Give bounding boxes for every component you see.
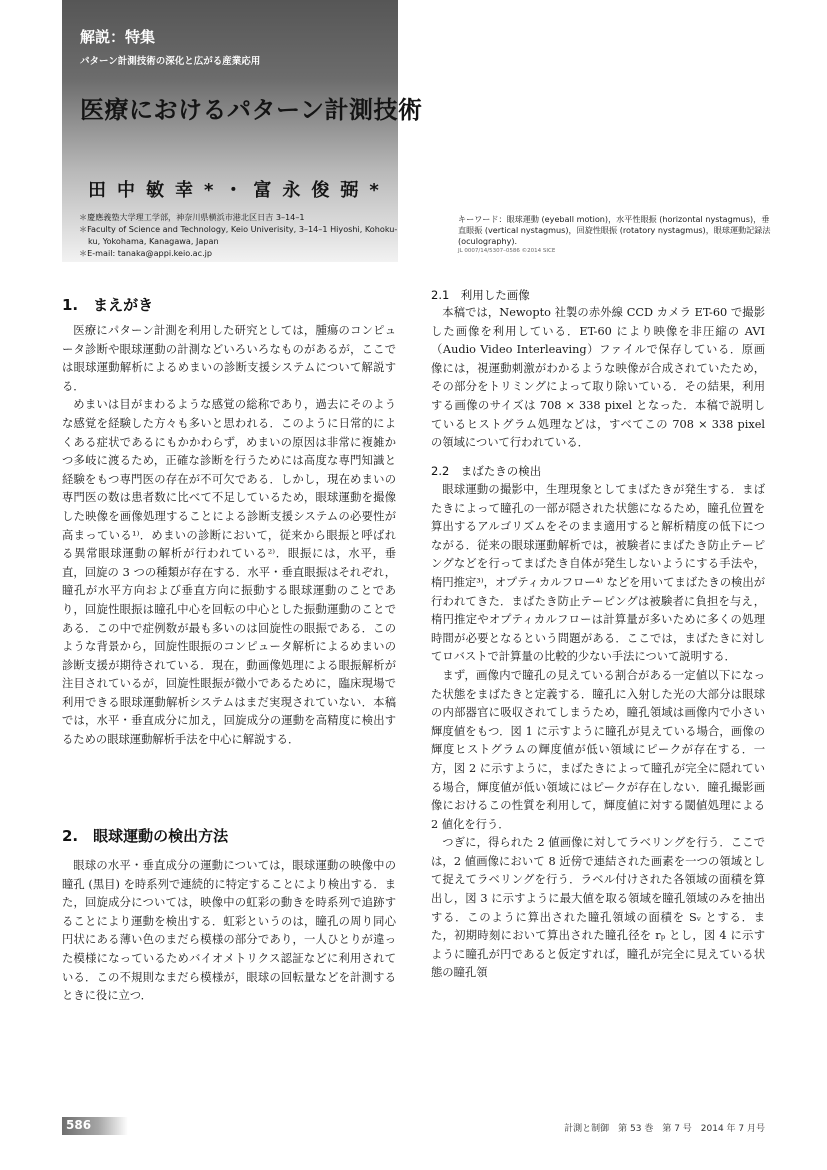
author-email: ＊E-mail: tanaka@appi.keio.ac.jp	[79, 248, 213, 258]
affiliation-jp: ＊慶應義塾大学理工学部，神奈川県横浜市港北区日吉 3–14–1	[79, 212, 305, 222]
journal-id: JL 0007/14/5307–0586 ©2014 SICE	[458, 248, 556, 254]
section-2-body	[62, 857, 396, 1006]
journal-footer: 計測と制御 第 53 巻 第 7 号 2014 年 7 月号	[564, 1124, 765, 1134]
section-2-1-body	[431, 304, 765, 453]
paragraph: 眼球の水平・垂直成分の運動については，眼球運動の映像中の瞳孔 (黒目) を時系列で連続的に特定することにより検出する．また，回旋成分については，映像中の虹彩の動きを時系列で追跡することにより運動を検出する．虹彩というのは，瞳孔の周り同心円状にある薄い色のまだら模様の部分であり，一人ひとりが違った模様になっているためバイオメトリクス認証などに利用されている．この不規則なまだら模様が，眼球の回転量などを計測するときに役に立つ．	[62, 859, 396, 1003]
page-number: 586	[66, 1118, 92, 1132]
paragraph: めまいは目がまわるような感覚の総称であり，過去にそのような感覚を経験した方々も多いと思われる．このように日常的によくある症状であるにもかかわらず，めまいの原因は非常に複雑かつ多岐に渡るため，正確な診断を行うためには高度な専門知識と経験をもつ専門医の存在が不可欠である．しかし，現在めまいの専門医の数は患者数に比べて不足しているため，眼球運動を撮像した映像を画像処理することによる診断支援システムの必要性が高まっている¹⁾．めまいの診断において，従来から眼振と呼ばれる異常眼球運動の解析が行われている²⁾．眼振には，水平，垂直，回旋の 3 つの種類が存在する．水平・垂直眼振はそれぞれ，瞳孔が水平方向および垂直方向に振動する眼球運動のことであり，回旋性眼振は瞳孔中心を回転の中心とした振動運動のことである．この中で症例数が最も多いのは回旋性の眼振である．このような背景から，回旋性眼振のコンピュータ解析によるめまいの診断支援が期待されている．現在，動画像処理による眼振解析が注目されているが，回旋性眼振が微小であるために，臨床現場で利用できる眼球運動解析システムはまだ実現されていない．本稿では，水平・垂直成分に加え，回旋成分の運動を高精度に検出するための眼球運動解析手法を中心に解説する．	[62, 398, 396, 747]
paragraph: つぎに，得られた 2 値画像に対してラベリングを行う．ここでは，2 値画像において 8 近傍で連結された画素を一つの領域として捉えてラベリングを行う．ラベル付けされた各領域の面積を算出し，図 3 に示すように最大値を取る領域を瞳孔領域のみを抽出する．このように算出された瞳孔領域の面積を Sᵥ とする．また，初期時刻において算出された瞳孔径を rₚ とし，図 4 に示すように瞳孔が円であると仮定すれば，瞳孔が完全に見えている状態の瞳孔領	[431, 836, 765, 980]
section-label: 解説：特集	[80, 28, 156, 46]
section-2-2-body	[431, 481, 765, 983]
section-1-heading: 1. まえがき	[62, 296, 154, 314]
paragraph: 医療にパターン計測を利用した研究としては，腫瘍のコンピュータ診断や眼球運動の計測などいろいろなものがあるが，ここでは眼球運動解析によるめまいの診断支援システムについて解説する．	[62, 324, 396, 393]
affiliations	[79, 211, 399, 259]
keywords: キーワード：眼球運動 (eyeball motion)，水平性眼振 (horizontal nystagmus)，垂直眼振 (vertical nystagmus)，回旋性眼振 (rotatory nystagmus)，眼球運動記録法 (oculography).	[458, 214, 771, 246]
paragraph: 本稿では，Newopto 社製の赤外線 CCD カメラ ET-60 で撮影した画像を利用している．ET-60 により映像を非圧縮の AVI（Audio Video Interleaving）ファイルで保存している．原画像には，視運動刺激がわかるような映像が合成されていたため，その部分をトリミングによって取り除いている．その結果，利用する画像のサイズは 708 × 338 pixel となった．本稿で説明しているヒストグラム処理などは，すべてこの 708 × 338 pixel の領域について行われている．	[431, 306, 765, 450]
page-number-tab	[62, 1117, 128, 1135]
section-1-body	[62, 322, 396, 750]
keywords-block	[458, 214, 773, 256]
section-2-2-heading: 2.2 まばたきの検出	[431, 464, 542, 478]
paragraph: 眼球運動の撮影中，生理現象としてまばたきが発生する．まばたきによって瞳孔の一部が隠された状態になるため，瞳孔位置を算出するアルゴリズムをそのまま適用すると解析精度の低下につながる．従来の眼球運動解析では，被験者にまばたき防止テーピングなどを行ってまばたき自体が発生しないようにする手法や，楕円推定³⁾，オプティカルフロー⁴⁾ などを用いてまばたきの検出が行われてきた．まばたき防止テーピングは被験者に負担を与え，楕円推定やオプティカルフローは計算量が多いために多くの処理時間が必要となるという問題がある．ここでは，まばたきに対してロバストで計算量の比較的少ない手法について説明する．	[431, 483, 765, 664]
section-subtitle: パターン計測技術の深化と広がる産業応用	[80, 56, 261, 67]
authors: 田中敏幸*・富永俊弼*	[88, 180, 390, 201]
paragraph: まず，画像内で瞳孔の見えている割合がある一定値以下になった状態をまばたきと定義する．瞳孔に入射した光の大部分は眼球の内部器官に吸収されてしまうため，瞳孔領域は画像内で小さい輝度値をもつ．図 1 に示すように瞳孔が見えている場合，画像の輝度ヒストグラムの輝度値が低い領域にピークが存在する．一方，図 2 に示すように，まばたきによって瞳孔が完全に隠れている場合，輝度値が低い領域にはピークが存在しない．瞳孔撮影画像におけるこの性質を利用して，輝度値に対する閾値処理による 2 値化を行う．	[431, 668, 765, 831]
affiliation-en: ＊Faculty of Science and Technology, Keio Univerisity, 3–14–1 Hiyoshi, Kohoku-ku, Yokohama, Kanagawa, Japan	[79, 224, 398, 246]
article-title: 医療におけるパターン計測技術	[80, 96, 423, 124]
section-2-heading: 2. 眼球運動の検出方法	[62, 827, 229, 845]
section-2-1-heading: 2.1 利用した画像	[431, 288, 530, 302]
